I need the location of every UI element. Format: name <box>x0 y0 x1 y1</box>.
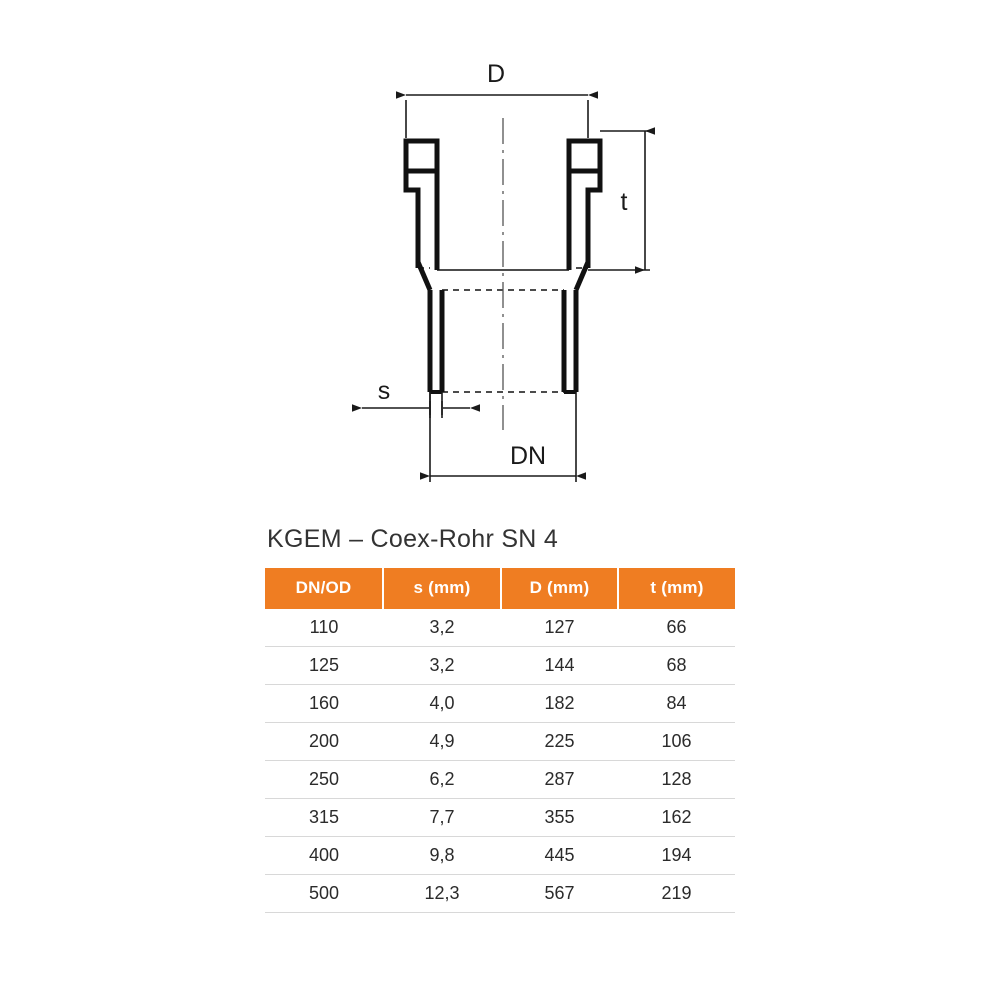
cell-s: 3,2 <box>383 609 501 647</box>
cell-s: 6,2 <box>383 761 501 799</box>
spec-table <box>265 568 735 913</box>
cell-t: 66 <box>618 609 735 647</box>
label-s: s <box>377 377 391 405</box>
cell-s: 12,3 <box>383 875 501 913</box>
table-row <box>265 685 735 723</box>
cell-dn-od: 315 <box>265 799 383 837</box>
table-row <box>265 647 735 685</box>
label-t: t <box>620 188 628 216</box>
cell-dn-od: 160 <box>265 685 383 723</box>
cell-t: 106 <box>618 723 735 761</box>
cell-t: 194 <box>618 837 735 875</box>
table-row <box>265 837 735 875</box>
cell-dn-od: 200 <box>265 723 383 761</box>
cell-d: 287 <box>501 761 618 799</box>
column-header-dn-od: DN/OD <box>265 568 383 609</box>
cell-t: 128 <box>618 761 735 799</box>
spec-table-area <box>265 525 735 913</box>
table-header-row <box>265 568 735 609</box>
cell-dn-od: 500 <box>265 875 383 913</box>
cell-d: 225 <box>501 723 618 761</box>
table-title: KGEM – Coex-Rohr SN 4 <box>267 525 559 553</box>
cell-s: 4,0 <box>383 685 501 723</box>
table-row <box>265 723 735 761</box>
cell-t: 84 <box>618 685 735 723</box>
label-D: D <box>486 60 506 88</box>
cell-s: 7,7 <box>383 799 501 837</box>
cell-d: 445 <box>501 837 618 875</box>
cell-dn-od: 400 <box>265 837 383 875</box>
cell-d: 355 <box>501 799 618 837</box>
column-header-d: D (mm) <box>501 568 618 609</box>
dimension-t <box>588 131 650 270</box>
cell-t: 162 <box>618 799 735 837</box>
table-row <box>265 609 735 647</box>
cell-d: 127 <box>501 609 618 647</box>
label-DN: DN <box>509 442 547 470</box>
column-header-s: s (mm) <box>383 568 501 609</box>
column-header-t: t (mm) <box>618 568 735 609</box>
table-row <box>265 875 735 913</box>
cell-d: 144 <box>501 647 618 685</box>
cell-s: 4,9 <box>383 723 501 761</box>
cell-d: 567 <box>501 875 618 913</box>
cell-dn-od: 125 <box>265 647 383 685</box>
cell-d: 182 <box>501 685 618 723</box>
cell-dn-od: 250 <box>265 761 383 799</box>
table-row <box>265 761 735 799</box>
cell-s: 9,8 <box>383 837 501 875</box>
cell-t: 68 <box>618 647 735 685</box>
cell-dn-od: 110 <box>265 609 383 647</box>
dimension-D <box>406 95 588 138</box>
table-row <box>265 799 735 837</box>
cell-s: 3,2 <box>383 647 501 685</box>
cell-t: 219 <box>618 875 735 913</box>
